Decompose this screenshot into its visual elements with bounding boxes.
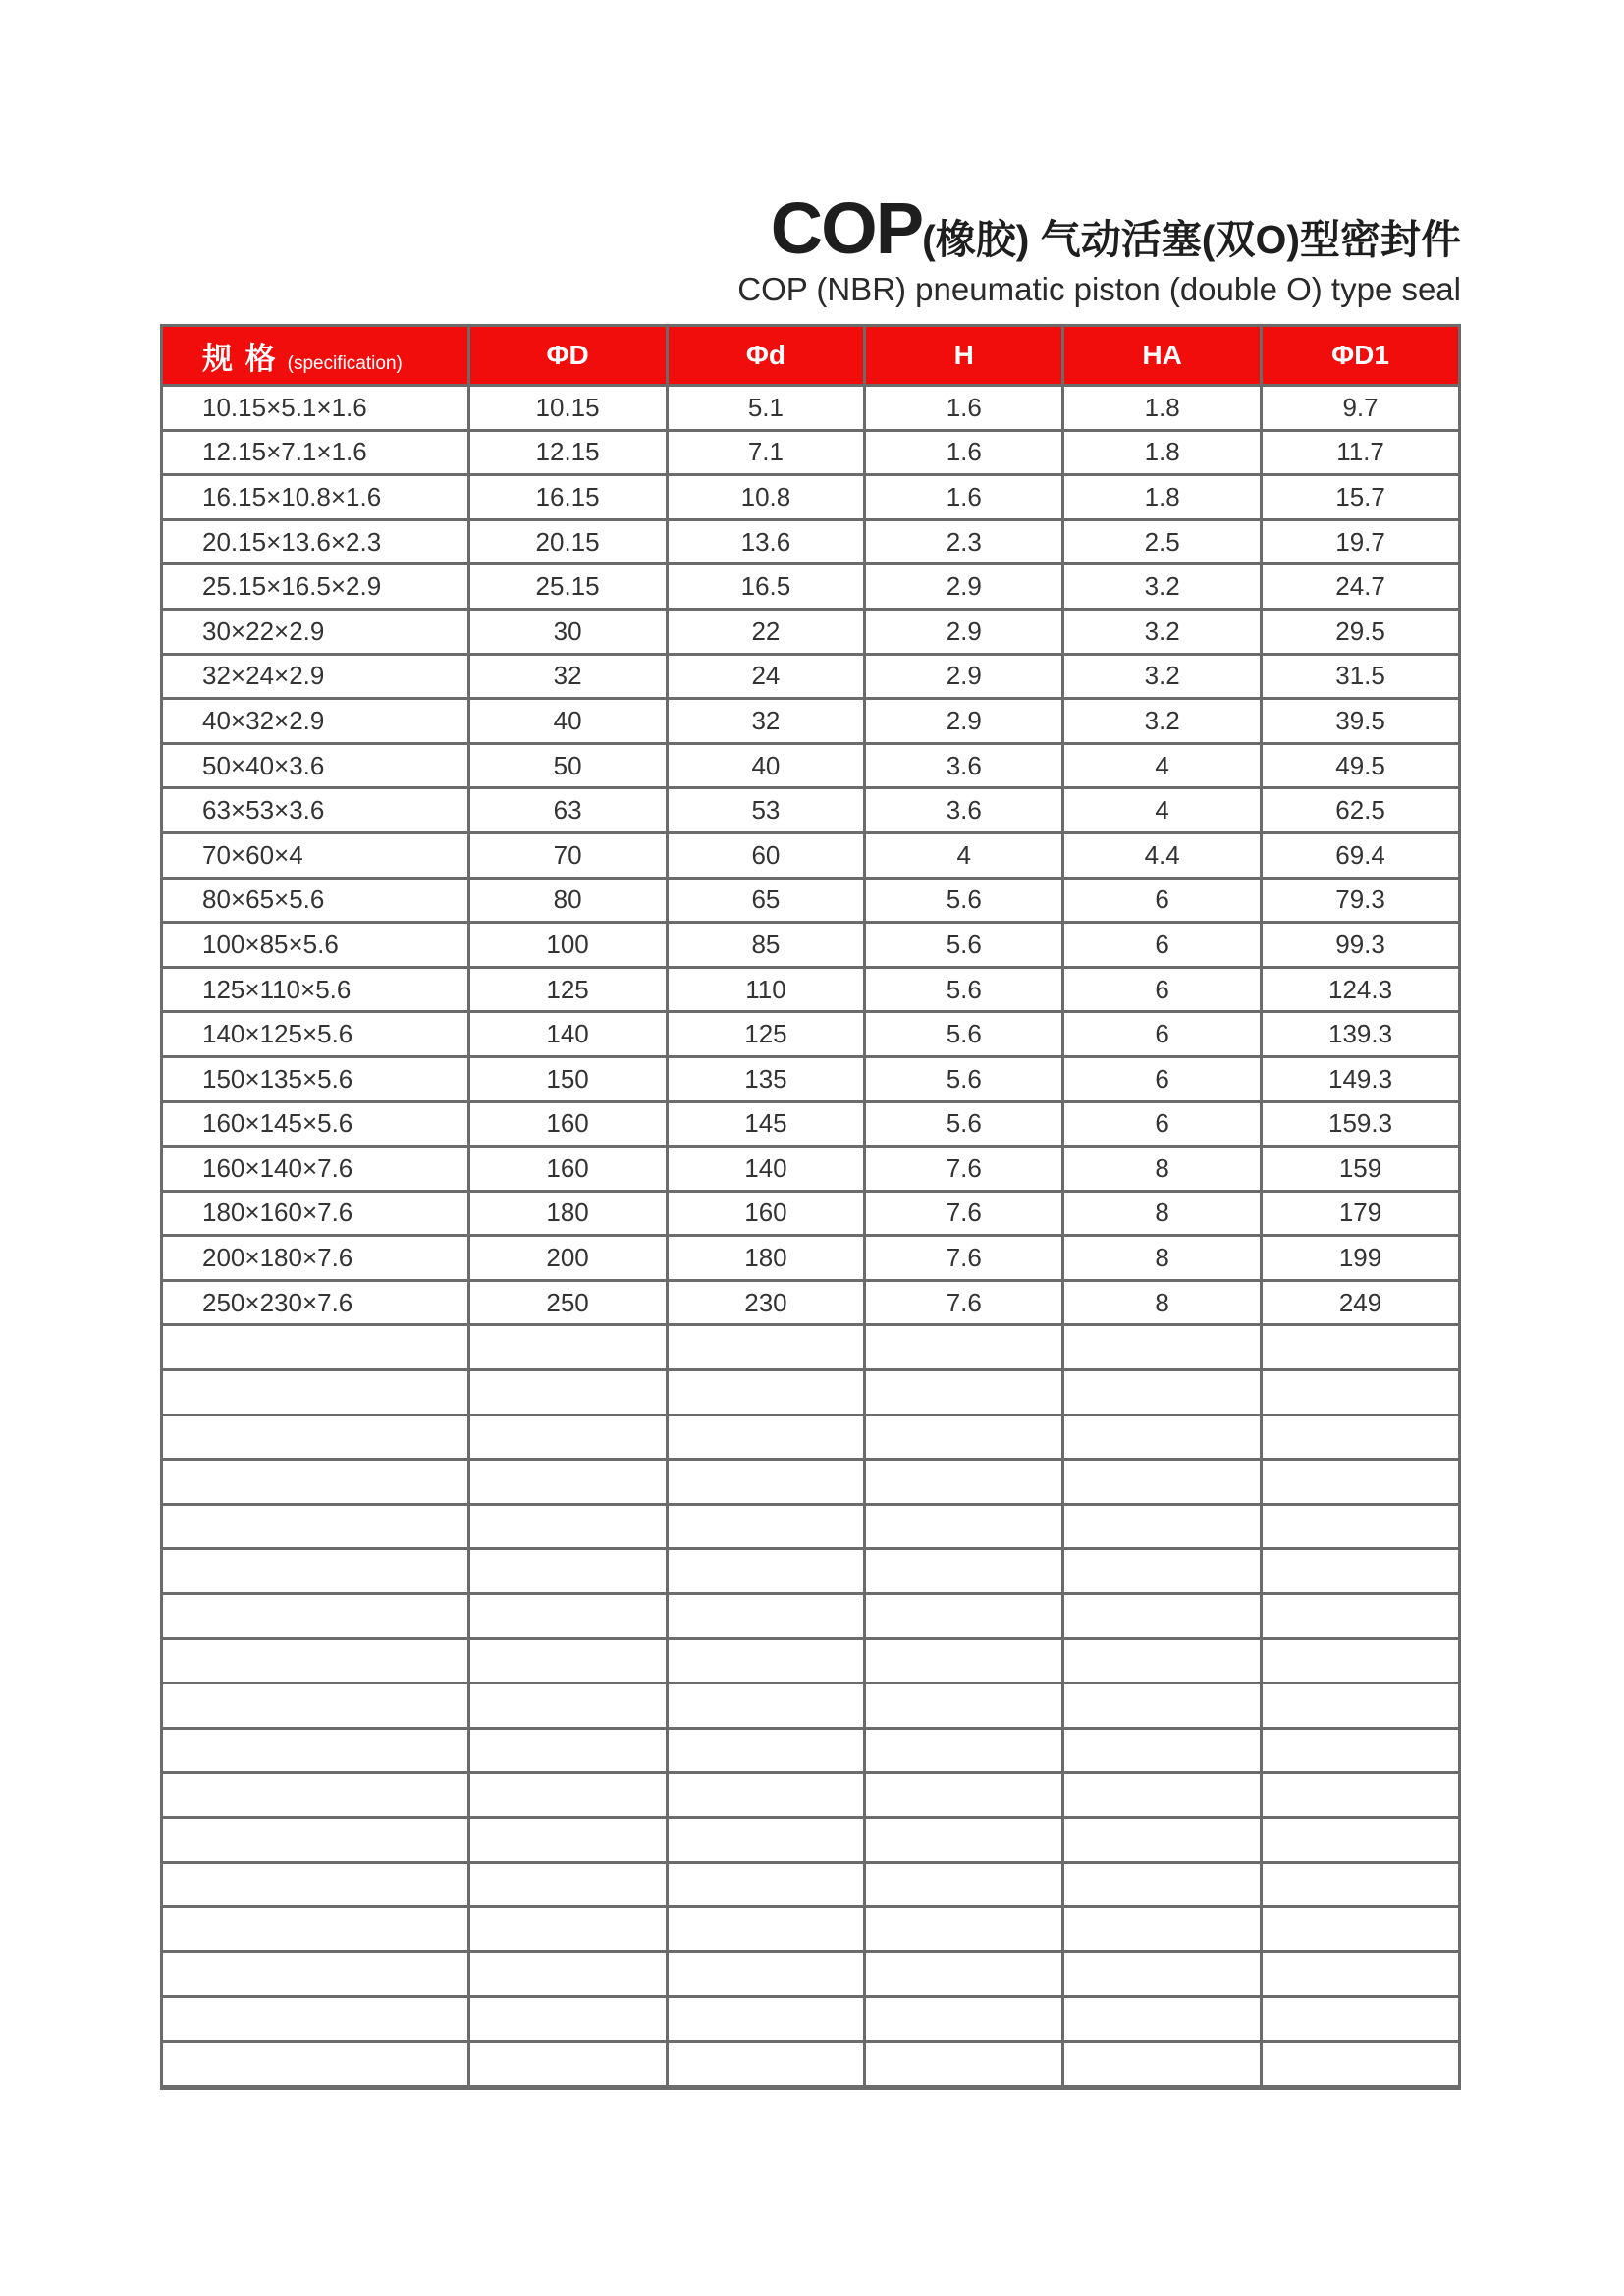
cell-value: 249 [1262, 1280, 1460, 1325]
page-title-chinese: (橡胶) 气动活塞(双O)型密封件 [922, 217, 1461, 262]
cell-value [865, 1907, 1063, 1952]
cell-value [1262, 1415, 1460, 1460]
cell-value: 8 [1063, 1191, 1262, 1236]
cell-value: 12.15 [468, 430, 667, 475]
cell-value [468, 1460, 667, 1505]
cell-value: 22 [667, 609, 865, 654]
page-title [737, 187, 1461, 269]
header-cell-φd: ΦD [468, 326, 667, 386]
cell-value [667, 1951, 865, 1997]
cell-value [468, 1415, 667, 1460]
table-row [162, 519, 1460, 564]
cell-specification [162, 1997, 469, 2042]
cell-value [865, 1997, 1063, 2042]
cell-value: 5.6 [865, 923, 1063, 968]
cell-value: 24.7 [1262, 564, 1460, 610]
cell-value: 160 [468, 1147, 667, 1192]
table-row [162, 699, 1460, 744]
cell-value: 6 [1063, 1012, 1262, 1057]
cell-value [865, 1683, 1063, 1729]
cell-value: 24 [667, 654, 865, 699]
cell-specification: 16.15×10.8×1.6 [162, 475, 469, 520]
cell-specification: 250×230×7.6 [162, 1280, 469, 1325]
cell-value [1262, 1951, 1460, 1997]
cell-value: 69.4 [1262, 832, 1460, 878]
cell-value: 1.6 [865, 386, 1063, 431]
cell-value [1262, 1370, 1460, 1415]
empty-table-row [162, 1460, 1460, 1505]
title-block [737, 187, 1461, 307]
cell-value [865, 1638, 1063, 1683]
cell-value: 5.6 [865, 1101, 1063, 1147]
cell-value: 53 [667, 788, 865, 833]
cell-specification: 70×60×4 [162, 832, 469, 878]
header-cell-φd: Φd [667, 326, 865, 386]
cell-value [468, 1594, 667, 1639]
cell-specification [162, 1773, 469, 1818]
cell-specification: 25.15×16.5×2.9 [162, 564, 469, 610]
cell-value: 99.3 [1262, 923, 1460, 968]
cell-value [1262, 1818, 1460, 1863]
table-row [162, 788, 1460, 833]
cell-value: 16.15 [468, 475, 667, 520]
cell-value [468, 1773, 667, 1818]
cell-value [865, 1951, 1063, 1997]
empty-table-row [162, 1638, 1460, 1683]
cell-specification: 20.15×13.6×2.3 [162, 519, 469, 564]
cell-value: 70 [468, 832, 667, 878]
cell-value [667, 1325, 865, 1370]
cell-value: 11.7 [1262, 430, 1460, 475]
cell-value [1063, 1638, 1262, 1683]
cell-value [667, 1818, 865, 1863]
table-row [162, 654, 1460, 699]
cell-value: 8 [1063, 1147, 1262, 1192]
cell-specification [162, 1594, 469, 1639]
cell-value [1063, 1818, 1262, 1863]
cell-value [667, 1370, 865, 1415]
cell-value: 230 [667, 1280, 865, 1325]
cell-value: 200 [468, 1236, 667, 1281]
cell-value: 250 [468, 1280, 667, 1325]
cell-value [468, 1907, 667, 1952]
cell-value: 25.15 [468, 564, 667, 610]
cell-specification: 30×22×2.9 [162, 609, 469, 654]
cell-value: 145 [667, 1101, 865, 1147]
cell-value: 9.7 [1262, 386, 1460, 431]
cell-value: 30 [468, 609, 667, 654]
cell-value [468, 2041, 667, 2087]
cell-value: 1.8 [1063, 386, 1262, 431]
table-row [162, 386, 1460, 431]
cell-value [1262, 1683, 1460, 1729]
cell-value: 8 [1063, 1236, 1262, 1281]
table-row [162, 878, 1460, 923]
cell-value: 2.5 [1063, 519, 1262, 564]
cell-value: 3.6 [865, 788, 1063, 833]
cell-value: 7.6 [865, 1236, 1063, 1281]
cell-value: 5.6 [865, 1012, 1063, 1057]
cell-specification: 32×24×2.9 [162, 654, 469, 699]
empty-table-row [162, 1773, 1460, 1818]
cell-value [667, 1638, 865, 1683]
cell-value: 39.5 [1262, 699, 1460, 744]
cell-specification: 160×140×7.6 [162, 1147, 469, 1192]
cell-value: 5.6 [865, 1056, 1063, 1101]
cell-value [865, 1460, 1063, 1505]
cell-value [468, 1504, 667, 1549]
cell-value [1262, 1773, 1460, 1818]
cell-value [1063, 1862, 1262, 1907]
cell-specification [162, 2041, 469, 2087]
cell-value: 180 [667, 1236, 865, 1281]
cell-specification [162, 1325, 469, 1370]
cell-specification: 40×32×2.9 [162, 699, 469, 744]
cell-value [865, 1370, 1063, 1415]
cell-value: 4.4 [1063, 832, 1262, 878]
empty-table-row [162, 1415, 1460, 1460]
cell-value [1262, 1907, 1460, 1952]
cell-value: 160 [667, 1191, 865, 1236]
cell-value: 10.8 [667, 475, 865, 520]
cell-value: 85 [667, 923, 865, 968]
empty-table-row [162, 1907, 1460, 1952]
cell-specification [162, 1638, 469, 1683]
cell-value: 124.3 [1262, 967, 1460, 1012]
cell-value: 63 [468, 788, 667, 833]
cell-value [1262, 1862, 1460, 1907]
cell-value: 60 [667, 832, 865, 878]
cell-value [865, 1862, 1063, 1907]
cell-value [468, 1370, 667, 1415]
cell-value: 7.6 [865, 1280, 1063, 1325]
cell-value [1063, 2041, 1262, 2087]
cell-value: 139.3 [1262, 1012, 1460, 1057]
cell-value [468, 1818, 667, 1863]
empty-table-row [162, 1370, 1460, 1415]
cell-specification [162, 1683, 469, 1729]
cell-value: 140 [667, 1147, 865, 1192]
cell-value [1063, 1594, 1262, 1639]
cell-value [667, 1683, 865, 1729]
cell-specification: 160×145×5.6 [162, 1101, 469, 1147]
cell-value: 4 [1063, 788, 1262, 833]
cell-specification [162, 1549, 469, 1594]
table-row [162, 832, 1460, 878]
table-row [162, 743, 1460, 788]
cell-specification: 12.15×7.1×1.6 [162, 430, 469, 475]
cell-value [1063, 1907, 1262, 1952]
cell-value: 3.2 [1063, 564, 1262, 610]
empty-table-row [162, 1504, 1460, 1549]
cell-specification: 80×65×5.6 [162, 878, 469, 923]
table-row [162, 475, 1460, 520]
cell-value: 100 [468, 923, 667, 968]
cell-value: 29.5 [1262, 609, 1460, 654]
table-row [162, 1101, 1460, 1147]
cell-specification [162, 1818, 469, 1863]
cell-value: 10.15 [468, 386, 667, 431]
table-row [162, 609, 1460, 654]
header-specification-cn: 规 格 [202, 341, 278, 376]
header-cell-h: H [865, 326, 1063, 386]
cell-value [1262, 1325, 1460, 1370]
page-title-product-code: COP [770, 187, 923, 269]
cell-value: 4 [865, 832, 1063, 878]
cell-value: 19.7 [1262, 519, 1460, 564]
cell-value [667, 1997, 865, 2042]
cell-value: 50 [468, 743, 667, 788]
cell-value: 6 [1063, 1056, 1262, 1101]
cell-value [865, 1549, 1063, 1594]
cell-value [1262, 1504, 1460, 1549]
cell-specification [162, 1862, 469, 1907]
cell-specification [162, 1504, 469, 1549]
cell-value [865, 1773, 1063, 1818]
cell-value: 3.2 [1063, 654, 1262, 699]
cell-value: 40 [667, 743, 865, 788]
cell-value: 1.8 [1063, 475, 1262, 520]
cell-value: 2.9 [865, 564, 1063, 610]
cell-value [667, 1728, 865, 1773]
table-row [162, 1012, 1460, 1057]
cell-value: 5.6 [865, 878, 1063, 923]
cell-value: 80 [468, 878, 667, 923]
empty-table-row [162, 2041, 1460, 2087]
cell-value: 140 [468, 1012, 667, 1057]
empty-table-row [162, 1728, 1460, 1773]
empty-table-row [162, 1951, 1460, 1997]
table-row [162, 1280, 1460, 1325]
cell-specification [162, 1370, 469, 1415]
cell-value: 79.3 [1262, 878, 1460, 923]
cell-value [1262, 1549, 1460, 1594]
cell-value: 6 [1063, 967, 1262, 1012]
cell-value: 13.6 [667, 519, 865, 564]
cell-value: 32 [468, 654, 667, 699]
cell-value: 49.5 [1262, 743, 1460, 788]
cell-value: 159 [1262, 1147, 1460, 1192]
cell-value: 3.2 [1063, 609, 1262, 654]
empty-table-row [162, 1549, 1460, 1594]
table-row [162, 1191, 1460, 1236]
cell-value: 20.15 [468, 519, 667, 564]
cell-value: 7.6 [865, 1147, 1063, 1192]
empty-table-row [162, 1818, 1460, 1863]
cell-value: 6 [1063, 1101, 1262, 1147]
cell-value [667, 1594, 865, 1639]
header-cell-specification [162, 326, 469, 386]
cell-value [1063, 1997, 1262, 2042]
cell-value [667, 1549, 865, 1594]
cell-value [1262, 1460, 1460, 1505]
cell-value [1063, 1415, 1262, 1460]
cell-value: 160 [468, 1101, 667, 1147]
cell-specification: 140×125×5.6 [162, 1012, 469, 1057]
cell-value: 8 [1063, 1280, 1262, 1325]
cell-value: 179 [1262, 1191, 1460, 1236]
cell-value [667, 1773, 865, 1818]
cell-value: 32 [667, 699, 865, 744]
cell-specification: 10.15×5.1×1.6 [162, 386, 469, 431]
cell-value: 110 [667, 967, 865, 1012]
cell-value: 199 [1262, 1236, 1460, 1281]
cell-value: 62.5 [1262, 788, 1460, 833]
cell-value [1262, 1638, 1460, 1683]
cell-value [468, 1728, 667, 1773]
table-row [162, 1236, 1460, 1281]
cell-value: 3.6 [865, 743, 1063, 788]
cell-value: 2.9 [865, 654, 1063, 699]
cell-value [1063, 1549, 1262, 1594]
cell-value [667, 1907, 865, 1952]
cell-value [865, 1818, 1063, 1863]
cell-value [667, 1460, 865, 1505]
cell-value [468, 1549, 667, 1594]
cell-value: 2.3 [865, 519, 1063, 564]
table-row [162, 1147, 1460, 1192]
cell-value: 5.6 [865, 967, 1063, 1012]
table-row [162, 1056, 1460, 1101]
cell-value [1262, 1997, 1460, 2042]
cell-value: 2.9 [865, 609, 1063, 654]
cell-value [468, 1638, 667, 1683]
cell-value [468, 1862, 667, 1907]
cell-specification [162, 1951, 469, 1997]
cell-value [468, 1683, 667, 1729]
header-cell-φd1: ΦD1 [1262, 326, 1460, 386]
cell-value [1262, 1728, 1460, 1773]
cell-value: 6 [1063, 878, 1262, 923]
header-specification-en: (specification) [287, 352, 403, 374]
cell-value: 159.3 [1262, 1101, 1460, 1147]
seal-spec-table [160, 324, 1461, 2090]
empty-table-row [162, 1325, 1460, 1370]
cell-value [667, 2041, 865, 2087]
cell-specification: 125×110×5.6 [162, 967, 469, 1012]
empty-table-row [162, 1594, 1460, 1639]
cell-value: 1.6 [865, 430, 1063, 475]
cell-value [865, 1728, 1063, 1773]
cell-value: 1.8 [1063, 430, 1262, 475]
cell-specification [162, 1907, 469, 1952]
cell-specification: 150×135×5.6 [162, 1056, 469, 1101]
cell-value: 31.5 [1262, 654, 1460, 699]
cell-specification [162, 1460, 469, 1505]
empty-table-row [162, 1997, 1460, 2042]
cell-specification: 63×53×3.6 [162, 788, 469, 833]
cell-specification: 100×85×5.6 [162, 923, 469, 968]
cell-value: 40 [468, 699, 667, 744]
cell-value: 15.7 [1262, 475, 1460, 520]
table-row [162, 967, 1460, 1012]
cell-specification [162, 1728, 469, 1773]
empty-table-row [162, 1683, 1460, 1729]
cell-value [865, 1594, 1063, 1639]
cell-value [468, 1997, 667, 2042]
cell-value: 1.6 [865, 475, 1063, 520]
cell-value [1063, 1504, 1262, 1549]
cell-value: 6 [1063, 923, 1262, 968]
cell-value [1063, 1460, 1262, 1505]
header-cell-ha: HA [1063, 326, 1262, 386]
cell-value [667, 1415, 865, 1460]
cell-value: 2.9 [865, 699, 1063, 744]
cell-value [1262, 1594, 1460, 1639]
cell-value: 65 [667, 878, 865, 923]
cell-value: 4 [1063, 743, 1262, 788]
cell-value [1063, 1370, 1262, 1415]
table-header-row [162, 326, 1460, 386]
cell-specification: 50×40×3.6 [162, 743, 469, 788]
cell-value: 150 [468, 1056, 667, 1101]
cell-value: 16.5 [667, 564, 865, 610]
cell-value [865, 1325, 1063, 1370]
cell-value [1063, 1951, 1262, 1997]
cell-value: 3.2 [1063, 699, 1262, 744]
cell-value [1063, 1728, 1262, 1773]
cell-value: 7.6 [865, 1191, 1063, 1236]
cell-specification: 200×180×7.6 [162, 1236, 469, 1281]
cell-value [667, 1862, 865, 1907]
cell-value: 7.1 [667, 430, 865, 475]
cell-value [468, 1325, 667, 1370]
cell-value [865, 1415, 1063, 1460]
cell-value [1063, 1325, 1262, 1370]
cell-value: 125 [468, 967, 667, 1012]
cell-value [468, 1951, 667, 1997]
empty-table-row [162, 1862, 1460, 1907]
table-row [162, 923, 1460, 968]
cell-value [865, 1504, 1063, 1549]
cell-specification: 180×160×7.6 [162, 1191, 469, 1236]
cell-value: 125 [667, 1012, 865, 1057]
cell-value: 180 [468, 1191, 667, 1236]
cell-value: 5.1 [667, 386, 865, 431]
cell-specification [162, 1415, 469, 1460]
table-row [162, 430, 1460, 475]
cell-value [1063, 1773, 1262, 1818]
cell-value [1063, 1683, 1262, 1729]
cell-value [865, 2041, 1063, 2087]
cell-value: 135 [667, 1056, 865, 1101]
cell-value [1262, 2041, 1460, 2087]
table-row [162, 564, 1460, 610]
cell-value: 149.3 [1262, 1056, 1460, 1101]
cell-value [667, 1504, 865, 1549]
page-subtitle-english: COP (NBR) pneumatic piston (double O) type seal [737, 271, 1461, 307]
